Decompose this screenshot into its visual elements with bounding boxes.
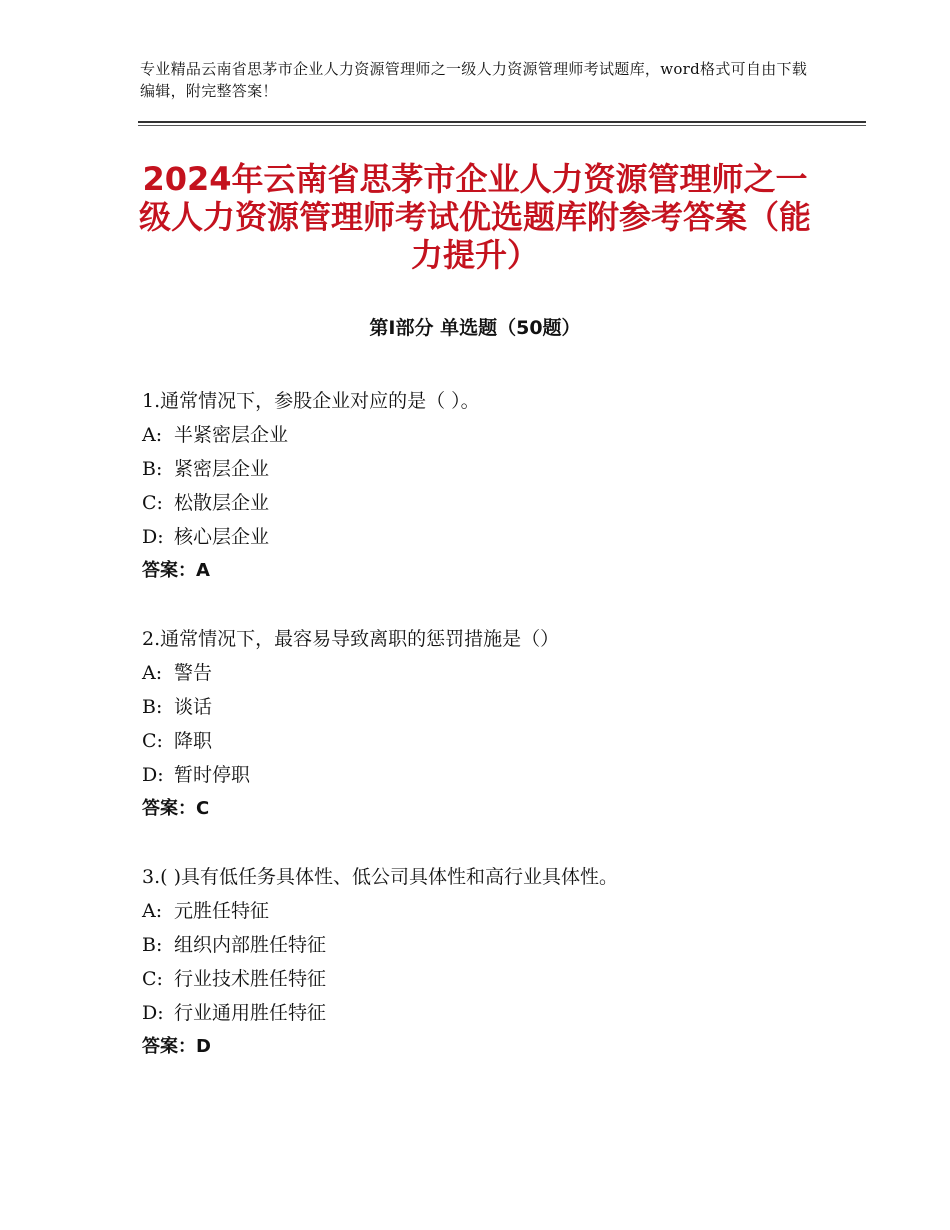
question-stem: 3.( )具有低任务具体性、低公司具体性和高行业具体性。 — [142, 866, 618, 888]
option-text: 降职 — [174, 730, 213, 752]
option-d — [142, 520, 842, 554]
option-b — [142, 452, 842, 486]
option-letter: C: — [142, 730, 163, 752]
option-text: 松散层企业 — [174, 492, 270, 514]
option-c — [142, 486, 842, 520]
option-letter: A: — [142, 900, 163, 922]
question-list — [142, 384, 842, 1098]
option-letter: C: — [142, 492, 163, 514]
answer: 答案：D — [142, 1036, 211, 1057]
header-note: 专业精品云南省思茅市企业人力资源管理师之一级人力资源管理师考试题库，word格式可自由下载编辑，附完整答案！ — [140, 60, 808, 100]
option-text: 核心层企业 — [174, 526, 270, 548]
option-text: 行业技术胜任特征 — [174, 968, 327, 990]
option-d — [142, 996, 842, 1030]
option-letter: B: — [142, 458, 163, 480]
option-text: 紧密层企业 — [174, 458, 270, 480]
option-letter: D: — [142, 1002, 164, 1024]
option-a — [142, 894, 842, 928]
option-text: 警告 — [174, 662, 213, 684]
option-b — [142, 690, 842, 724]
option-letter: B: — [142, 696, 163, 718]
header-rule-thin — [138, 125, 866, 126]
option-letter: B: — [142, 934, 163, 956]
question-2 — [142, 622, 842, 826]
option-letter: D: — [142, 526, 164, 548]
question-stem: 1.通常情况下，参股企业对应的是（ ）。 — [142, 390, 480, 412]
option-text: 行业通用胜任特征 — [174, 1002, 327, 1024]
option-text: 谈话 — [174, 696, 213, 718]
question-stem: 2.通常情况下，最容易导致离职的惩罚措施是（） — [142, 628, 560, 650]
option-a — [142, 656, 842, 690]
option-letter: C: — [142, 968, 163, 990]
option-letter: A: — [142, 662, 163, 684]
option-c — [142, 724, 842, 758]
answer: 答案：C — [142, 798, 210, 819]
option-d — [142, 758, 842, 792]
option-letter: D: — [142, 764, 164, 786]
section-title: 第Ⅰ部分 单选题（50题） — [369, 317, 581, 339]
option-letter: A: — [142, 424, 163, 446]
option-text: 暂时停职 — [174, 764, 251, 786]
option-a — [142, 418, 842, 452]
question-1 — [142, 384, 842, 588]
document-title: 2024年云南省思茅市企业人力资源管理师之一级人力资源管理师考试优选题库附参考答案（能力提升） — [138, 160, 811, 274]
option-b — [142, 928, 842, 962]
answer: 答案：A — [142, 560, 210, 581]
option-text: 半紧密层企业 — [174, 424, 289, 446]
option-text: 元胜任特征 — [174, 900, 270, 922]
option-text: 组织内部胜任特征 — [174, 934, 327, 956]
question-3 — [142, 860, 842, 1064]
header-rule-thick — [138, 121, 866, 123]
option-c — [142, 962, 842, 996]
